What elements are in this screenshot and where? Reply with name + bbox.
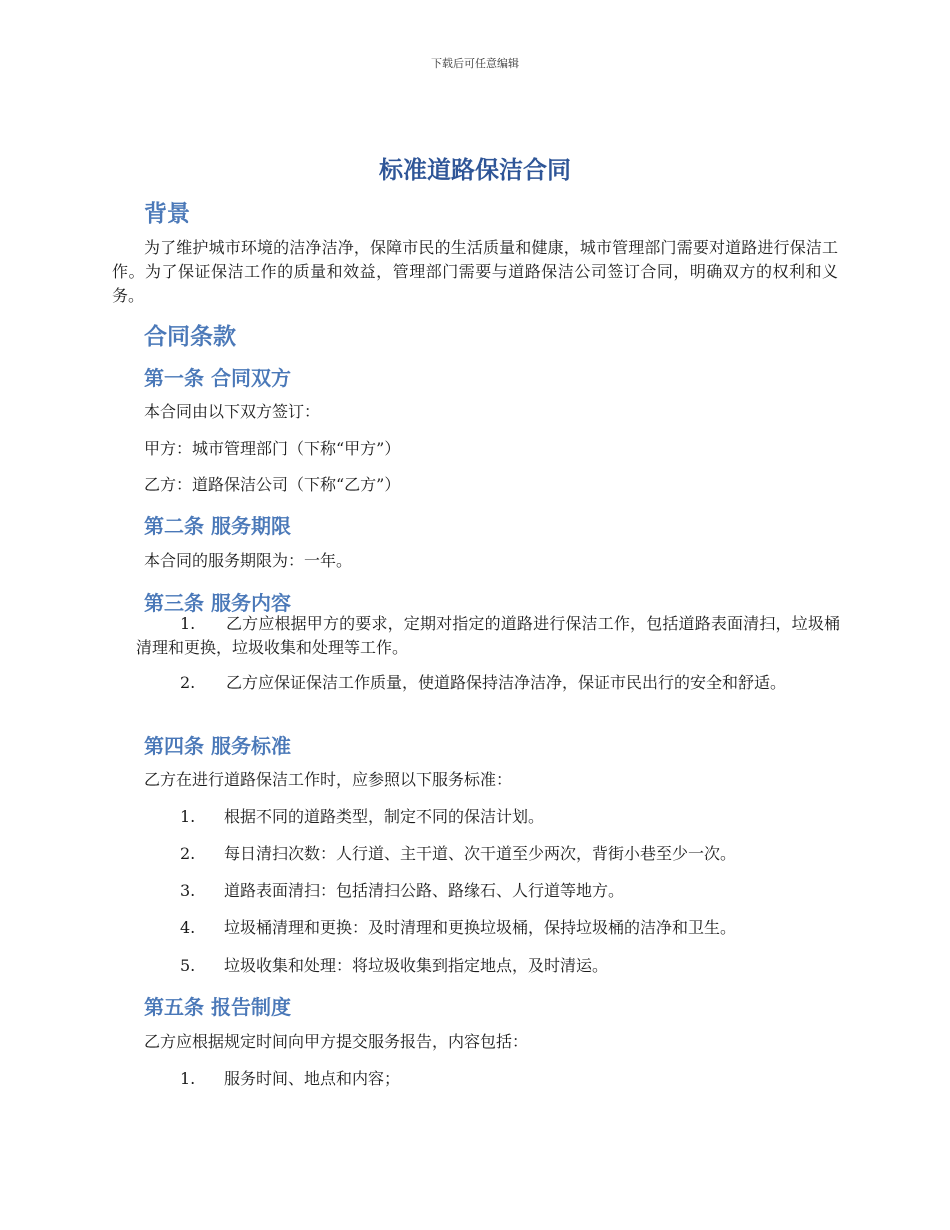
article-2-line: 本合同的服务期限为：一年。 [144, 551, 353, 570]
article-1-line: 乙方：道路保洁公司（下称“乙方”） [144, 475, 401, 494]
background-paragraph: 为了维护城市环境的洁净洁净，保障市民的生活质量和健康，城市管理部门需要对道路进行保洁工作。为了保证保洁工作的质量和效益，管理部门需要与道路保洁公司签订合同，明确双方的权利和义务。 [112, 238, 838, 305]
list-item [136, 671, 840, 695]
article-2-heading: 第二条 服务期限 [144, 514, 291, 538]
article-3-heading: 第三条 服务内容 [144, 591, 291, 615]
list-item-number: 4. [180, 918, 196, 937]
list-item-text: 道路表面清扫：包括清扫公路、路缘石、人行道等地方。 [224, 881, 625, 900]
list-item [150, 879, 840, 903]
article-1-line: 甲方：城市管理部门（下称“甲方”） [144, 439, 401, 458]
list-item-number: 1. [180, 1069, 196, 1088]
list-item [150, 805, 840, 829]
article-1-heading: 第一条 合同双方 [144, 366, 291, 390]
list-item-text: 服务时间、地点和内容； [224, 1069, 401, 1088]
list-item-text: 每日清扫次数：人行道、主干道、次干道至少两次，背街小巷至少一次。 [224, 844, 737, 863]
list-item [150, 1067, 840, 1091]
document-title: 标准道路保洁合同 [379, 156, 571, 184]
article-4-heading: 第四条 服务标准 [144, 734, 291, 758]
list-item-number: 2. [180, 673, 196, 692]
section-heading-background: 背景 [144, 201, 190, 227]
page-header-note: 下载后可任意编辑 [431, 57, 519, 70]
list-item-number: 2. [180, 844, 196, 863]
list-item [150, 842, 840, 866]
list-item [150, 954, 840, 978]
article-5-heading: 第五条 报告制度 [144, 995, 291, 1019]
list-item-number: 3. [180, 881, 196, 900]
list-item-text: 垃圾收集和处理：将垃圾收集到指定地点，及时清运。 [224, 956, 609, 975]
list-item-text: 乙方应保证保洁工作质量，使道路保持洁净洁净，保证市民出行的安全和舒适。 [226, 673, 787, 692]
section-heading-terms: 合同条款 [144, 324, 236, 350]
list-item [136, 612, 840, 660]
list-item-text: 乙方应根据甲方的要求，定期对指定的道路进行保洁工作，包括道路表面清扫，垃圾桶清理和更换，垃圾收集和处理等工作。 [136, 614, 840, 657]
list-item-number: 5. [180, 956, 196, 975]
article-5-intro: 乙方应根据规定时间向甲方提交服务报告，内容包括： [144, 1032, 529, 1051]
list-item-number: 1. [180, 807, 196, 826]
list-item [150, 916, 840, 940]
list-item-text: 垃圾桶清理和更换：及时清理和更换垃圾桶，保持垃圾桶的洁净和卫生。 [224, 918, 737, 937]
article-1-line: 本合同由以下双方签订： [144, 402, 321, 421]
article-4-intro: 乙方在进行道路保洁工作时，应参照以下服务标准： [144, 770, 513, 789]
list-item-number: 1. [180, 614, 196, 633]
list-item-text: 根据不同的道路类型，制定不同的保洁计划。 [224, 807, 545, 826]
